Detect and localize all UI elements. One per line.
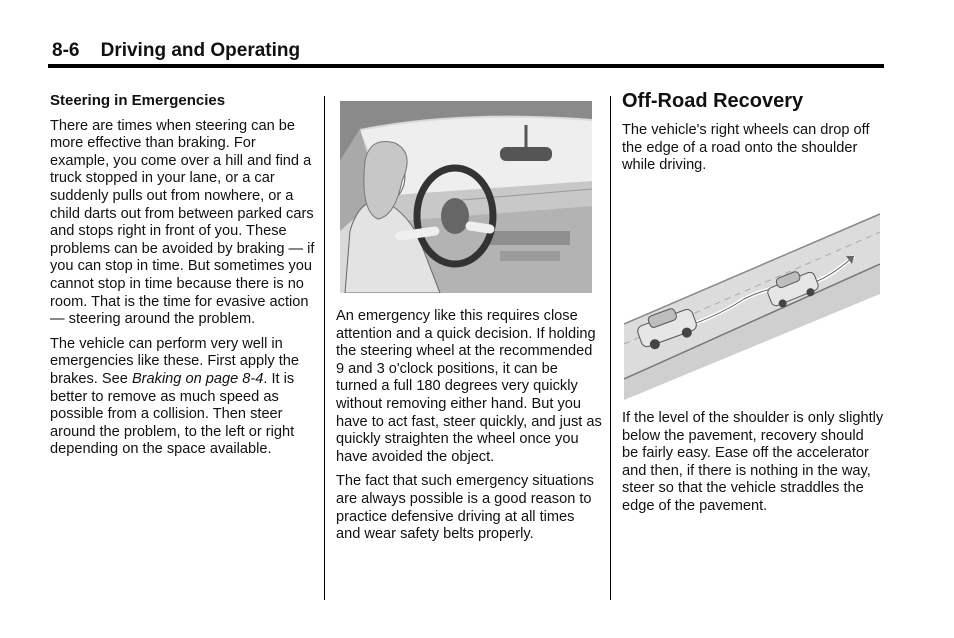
header-rule — [48, 64, 884, 68]
driver-steering-illustration — [340, 101, 592, 293]
paragraph: An emergency like this requires close attention and a quick decision. If holding the steering wheel at the recommended 9 and 3 o'clock positions, it can be turned a full 180 degrees very quickly without removing either hand. But you have to act fast, steer quickly, and just as quickly straighten the wheel once you have avoided the object. — [336, 308, 602, 465]
off-road-recovery-illustration — [624, 204, 880, 400]
text: . It is better to remove as much speed as possible from a collision. Then steer around the problem, to the left or right depending on the space available. — [50, 370, 295, 458]
paragraph: If the level of the shoulder is only slightly below the pavement, recovery should be fairly easy. Ease off the accelerator and then, if there is nothing in the way, steer so that the vehicle straddles the edge of the pavement. — [622, 410, 884, 514]
column-3-continued — [622, 410, 884, 523]
text: The vehicle can perform very well in emergencies like these. First apply the brakes. See — [50, 335, 300, 387]
paragraph — [50, 336, 316, 459]
page-number: 8-6 — [52, 40, 80, 61]
column-2 — [336, 308, 602, 551]
paragraph: The fact that such emergency situations are always possible is a good reason to practice defensive driving at all times and wear safety belts properly. — [336, 473, 594, 543]
braking-link[interactable]: Braking on page 8-4 — [131, 370, 264, 387]
page-header — [48, 38, 884, 68]
subheading-steering: Steering in Emergencies — [50, 92, 226, 109]
section-title-off-road-recovery: Off-Road Recovery — [622, 90, 804, 112]
column-3 — [622, 122, 884, 182]
column-1 — [50, 92, 316, 466]
section-name: Driving and Operating — [100, 40, 301, 61]
paragraph: The vehicle's right wheels can drop off the edge of a road onto the shoulder while driving. — [622, 122, 870, 174]
page-title — [52, 40, 300, 62]
column-divider — [324, 96, 325, 600]
paragraph: There are times when steering can be more effective than braking. For example, you come over a hill and find a truck stopped in your lane, or a car suddenly pulls out from nowhere, or a child darts out from between parked cars and stops right in front of you. These problems can be avoided by braking — if you can stop in time. But sometimes you cannot stop in time because there is no room. That is the time for evasive action — steering around the problem. — [50, 117, 315, 328]
column-divider — [610, 96, 611, 600]
